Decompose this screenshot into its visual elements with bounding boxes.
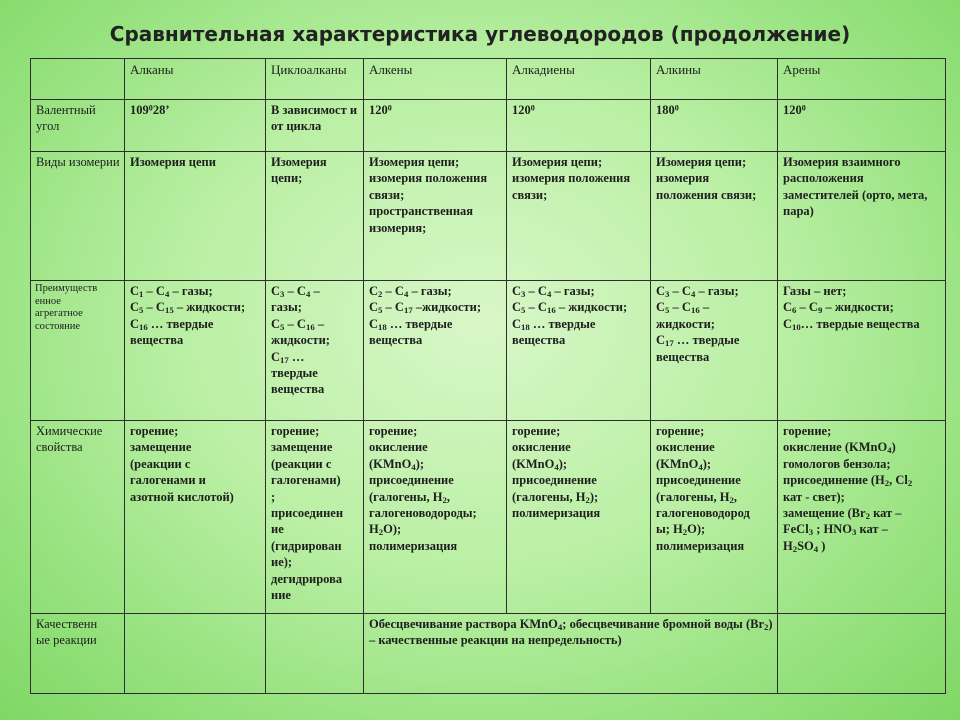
cell-angle-alkenes: $120^0$	[364, 100, 507, 152]
row-isomerism	[31, 152, 946, 281]
cell-isomerism-alkynes: Изомерия цепи; изомерия положения связи;	[651, 152, 778, 281]
cell-state-alkanes: $C_1 - C_4$ – газы; $C_5 - C_{15}$ – жидкости; $C_{16}$ … твердые вещества	[125, 281, 266, 421]
cell-quality-cycloalkanes	[266, 614, 364, 694]
row-aggregate-state	[31, 281, 946, 421]
row-label-valence-angle: Валентный угол	[31, 100, 125, 152]
cell-quality-arenes	[778, 614, 946, 694]
row-qualitative-reactions	[31, 614, 946, 694]
row-label-qualitative-reactions: Качественн ые реакции	[31, 614, 125, 694]
cell-state-alkadienes: $C_3 - C_4$ – газы; $C_5 - C_{16}$ – жидкости; $C_{18}$ … твердые вещества	[507, 281, 651, 421]
cell-angle-alkadienes: $120^0$	[507, 100, 651, 152]
cell-angle-alkynes: $180^0$	[651, 100, 778, 152]
header-arenes: Арены	[778, 59, 946, 100]
cell-angle-alkanes: $109^028$’	[125, 100, 266, 152]
cell-chem-alkenes: горение; окисление (KMnO$_4$); присоединение (галогены, $H_2$, галогеноводороды; $H_2O$); полимеризация	[364, 421, 507, 614]
header-row	[31, 59, 946, 100]
row-chemical-properties	[31, 421, 946, 614]
comparison-table	[30, 58, 946, 694]
cell-state-alkenes: $C_2 - C_4$ – газы; $C_5 - C_{17}$ –жидкости; $C_{18}$ … твердые вещества	[364, 281, 507, 421]
cell-angle-arenes: $120^0$	[778, 100, 946, 152]
header-alkadienes: Алкадиены	[507, 59, 651, 100]
cell-chem-alkynes: горение; окисление (KMnO$_4$); присоединение (галогены, $H_2$, галогеноводород ы; $H_2O$); полимеризация	[651, 421, 778, 614]
slide-title: Сравнительная характеристика углеводородов (продолжение)	[109, 22, 851, 46]
cell-state-arenes: Газы – нет; $C_6 - C_9$ – жидкости; $C_{10}\dots$ твердые вещества	[778, 281, 946, 421]
cell-quality-unsaturated: Обесцвечивание раствора KMnO$_4$; обесцвечивание бромной воды $(Br_2)$ – качественные реакции на непредельность)	[364, 614, 778, 694]
row-label-isomerism: Виды изомерии	[31, 152, 125, 281]
cell-chem-alkadienes: горение; окисление (KMnO$_4$); присоединение (галогены, $H_2$); полимеризация	[507, 421, 651, 614]
cell-state-cycloalkanes: $C_3 - C_4$ – газы; $C_5 - C_{16}$ – жидкости; $C_{17}$ … твердые вещества	[266, 281, 364, 421]
cell-chem-arenes: горение; окисление (KMnO$_4$) гомологов бензола; присоединение ($H_2$, $Cl_2$ кат - свет); замещение ($Br_2$ кат – FeCl$_3$ ; $HNO_3$ кат – $H_2SO_4$ )	[778, 421, 946, 614]
header-alkanes: Алканы	[125, 59, 266, 100]
cell-isomerism-alkadienes: Изомерия цепи; изомерия положения связи;	[507, 152, 651, 281]
cell-isomerism-alkenes: Изомерия цепи; изомерия положения связи; пространственная изомерия;	[364, 152, 507, 281]
header-cycloalkanes: Циклоалканы	[266, 59, 364, 100]
cell-state-alkynes: $C_3 - C_4$ – газы; $C_5 - C_{16}$ – жидкости; $C_{17}$ … твердые вещества	[651, 281, 778, 421]
row-label-aggregate-state: Преимуществ енное агрегатное состояние	[31, 281, 125, 421]
cell-isomerism-cycloalkanes: Изомерия цепи;	[266, 152, 364, 281]
cell-isomerism-alkanes: Изомерия цепи	[125, 152, 266, 281]
cell-angle-cycloalkanes: В зависимост и от цикла	[266, 100, 364, 152]
header-alkynes: Алкины	[651, 59, 778, 100]
cell-isomerism-arenes: Изомерия взаимного расположения заместителей (орто, мета, пара)	[778, 152, 946, 281]
cell-chem-cycloalkanes: горение; замещение (реакции с галогенами) ; присоединен ие (гидрирован ие); дегидрирова ние	[266, 421, 364, 614]
cell-quality-alkanes	[125, 614, 266, 694]
cell-chem-alkanes: горение; замещение (реакции с галогенами и азотной кислотой)	[125, 421, 266, 614]
row-valence-angle	[31, 100, 946, 152]
header-alkenes: Алкены	[364, 59, 507, 100]
header-cell-empty	[31, 59, 125, 100]
row-label-chemical-properties: Химические свойства	[31, 421, 125, 614]
